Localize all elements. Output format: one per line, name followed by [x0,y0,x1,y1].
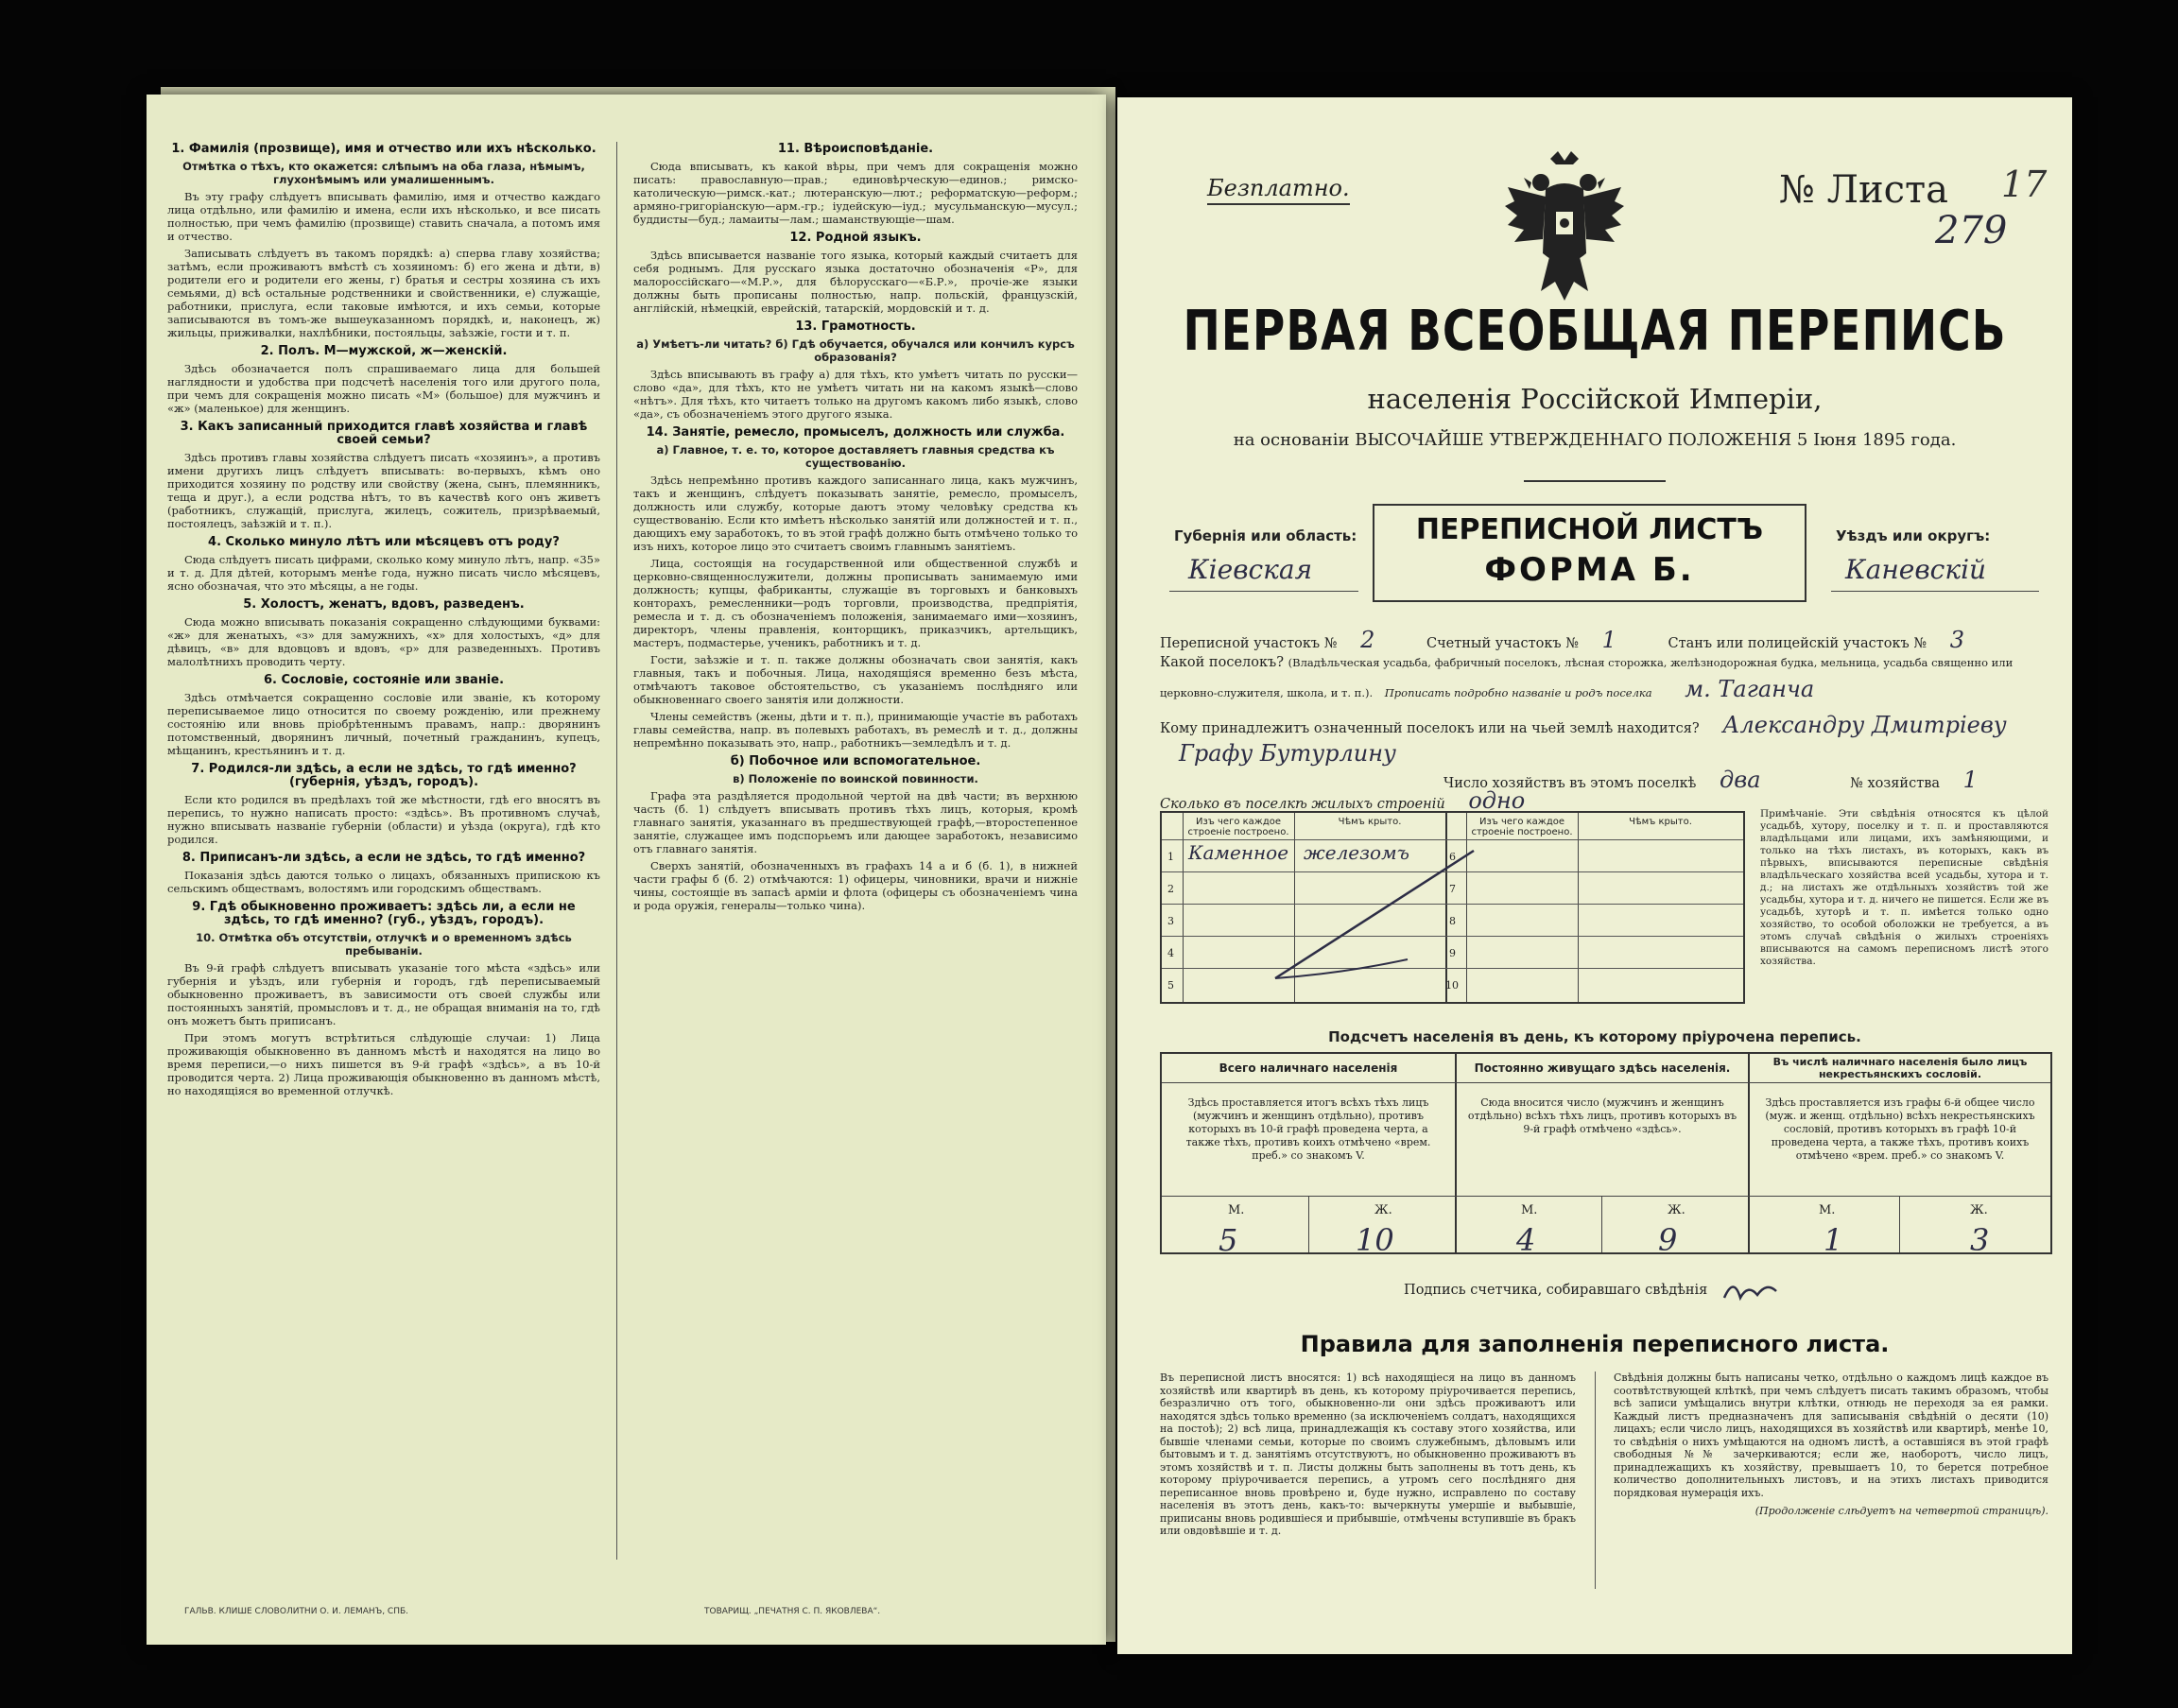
building-row-number: 7 [1449,883,1456,895]
settlement-line-2 [1160,676,2044,702]
settlement-hint: (Владѣльческая усадьба, фабричный поселокъ, лѣсная сторожка, желѣзнодорожная будка, мельница, усадьба священно или [1288,656,2014,669]
building-roof-entry: железомъ [1304,841,1410,864]
instruction-heading: 2. Полъ. М—мужской, ж—женскій. [260,344,508,358]
instruction-heading: 13. Грамотность. [795,319,916,334]
rules-divider [1595,1372,1596,1589]
female-label: Ж. [1374,1203,1392,1217]
permanent-female-value: 9 [1658,1222,1678,1258]
instruction-heading: б) Побочное или вспомогательное. [730,754,981,768]
instruction-heading: 8. Приписанъ-ли здѣсь, а если не здѣсь, то гдѣ именно? [182,851,586,865]
female-label: Ж. [1970,1203,1988,1217]
population-count-table [1160,1052,2052,1258]
instructions-column-1 [167,137,600,1564]
double-headed-eagle-emblem-icon [1503,149,1626,310]
province-label: Губернія или область: [1174,527,1357,544]
owner-line [1160,712,2044,738]
instruction-heading: 12. Родной языкъ. [789,231,922,245]
instruction-heading: 11. Вѣроисповѣданіе. [777,142,934,156]
building-row-number: 6 [1449,851,1456,863]
building-row-number: 10 [1445,979,1459,992]
instruction-paragraph: Лица, состоящія на государственной или общественной службѣ и церковно-священнослужители, должны прописывать занимаемую ими должность; купцы, фабриканты, служащіе въ торговыхъ и банковыхъ конторахъ, ремесленники—родъ торговли, производства, предпріятія, ремесла и т. д. съ обозначеніемъ положенія, занимаемаго ими—хозяинъ, директоръ, члены правленія, конторщикъ, приказчикъ, артельщикъ, мастеръ, подмастерье, ученикъ, работникъ и т. д. [633,557,1078,649]
table-rule [1455,1054,1457,1252]
instruction-paragraph: При этомъ могутъ встрѣтиться слѣдующіе случаи: 1) Лица проживающія обыкновенно въ данномъ мѣстѣ и находятся на лицо во время переписи,—о нихъ пишется въ 9-й графѣ «здѣсь», а въ 10-й проводится черта. 2) Лица проживающія обыкновенно въ данномъ мѣстѣ, но находящіяся во временной отлучкѣ. [167,1031,600,1097]
non-peasant-male-value: 1 [1824,1222,1843,1258]
population-count-title: Подсчетъ населенія въ день, къ которому пріурочена перепись. [1328,1028,1861,1045]
rules-title: Правила для заполненія переписного листа. [1300,1331,1890,1357]
legal-basis-line: на основаніи ВЫСОЧАЙШЕ УТВЕРЖДЕННАГО ПОЛОЖЕНІЯ 5 Іюня 1895 года. [1233,430,1957,450]
table-rule [1162,1196,2050,1197]
owner-value-2: Графу Бутурлину [1179,740,1396,767]
total-male-value: 5 [1219,1222,1238,1258]
household-number-value: 1 [1962,767,1978,793]
printer-imprint-left: ГАЛЬВ. КЛИШЕ СЛОВОЛИТНИ О. И. ЛЕМАНЪ, СПБ. [184,1607,409,1616]
census-district-label: Переписной участокъ № [1160,636,1338,651]
building-row-number: 9 [1449,947,1456,959]
table-rule [1308,1196,1309,1252]
rules-continuation: (Продолженіе слѣдуетъ на четвертой страницѣ). [1754,1505,2048,1517]
form-title-line-2: ФОРМА Б. [1484,551,1695,589]
count-district-label: Счетный участокъ № [1426,636,1579,651]
settlement-label: Какой поселокъ? [1160,655,1285,670]
title-rule [1524,480,1666,482]
building-row-number: 5 [1167,979,1174,992]
province-value: Кіевская [1188,554,1313,585]
male-label: М. [1819,1203,1836,1217]
buildings-col-material-header: Изъ чего каждое строеніе построено. [1187,817,1289,837]
strike-through-mark [1162,813,1743,1002]
households-value: два [1720,767,1761,793]
participant-numbers-line [1160,627,2044,653]
instruction-paragraph: Въ эту графу слѣдуетъ вписывать фамилію, имя и отчество каждаго лица отдѣльно, или фамилію и имена, если ихъ нѣсколько, и все писать полностью, при чемъ фамилію (прозвище) ставить сначала, а потомъ имя и отчество. [167,190,600,243]
buildings-note: Примѣчаніе. Эти свѣдѣнія относятся къ цѣлой усадьбѣ, хутору, поселку и т. п. и проставляются владѣльцами или лицами, ихъ замѣняющими, и только на тѣхъ листахъ, въ которыхъ, какъ въ пѣрвыхъ, вписываются переписные свѣдѣнія владѣльческаго хозяйства всей усадьбы, хутора и т. д.; на листахъ же отдѣльныхъ хозяйствъ той же усадьбы, хутора и т. д. ничего не пишется. Если же въ усадьбѣ, хуторѣ и т. п. имѣется только одно хозяйство, то особой оболожки не требуется, а въ этомъ случаѣ свѣдѣнія о жилыхъ строеніяхъ вписываются на самомъ переписномъ листѣ этого хозяйства. [1760,808,2048,967]
permanent-population-desc: Сюда вносится число (мужчинъ и женщинъ отдѣльно) всѣхъ тѣхъ лицъ, противъ которыхъ въ 9-й графѣ отмѣчено «здѣсь». [1467,1096,1737,1135]
sheet-number-handwritten: 279 [1935,209,2008,252]
instruction-paragraph: Если кто родился въ предѣлахъ той же мѣстности, гдѣ его вносятъ въ перепись, то нужно написать просто: «здѣсь». Въ противномъ случаѣ, нужно вписывать названіе губерніи (области) и уѣзда (округа), гдѣ кто родился. [167,793,600,846]
signature-label: Подпись счетчика, собиравшаго свѣдѣнія [1404,1283,1708,1298]
instruction-heading: 4. Сколько минуло лѣтъ или мѣсяцевъ отъ роду? [208,535,560,549]
male-label: М. [1228,1203,1245,1217]
table-rule [1899,1196,1900,1252]
instruction-heading: 7. Родился-ли здѣсь, а если не здѣсь, то гдѣ именно? (губернія, уѣздъ, городъ). [191,762,577,789]
instruction-paragraph: Гости, заѣзжіе и т. п. также должны обозначать свои занятія, какъ главныя, такъ и побочныя. Лица, находящіяся временно безъ мѣста, отмѣчаютъ таковое обстоятельство, съ указаніемъ послѣдняго или обыкновеннаго своего занятія или должности. [633,653,1078,706]
building-row-number: 4 [1167,947,1174,959]
instruction-paragraph: Сюда можно вписывать показанія сокращенно слѣдующими буквами: «ж» для женатыхъ, «з» для замужнихъ, «х» для холостыхъ, «д» для дѣвицъ, «в» для вдовцовъ и вдовъ, «р» для разведенныхъ. Противъ малолѣтнихъ проводить черту. [167,615,600,668]
instruction-subheading: Отмѣтка о тѣхъ, кто окажется: слѣпымъ на оба глаза, нѣмымъ, глухонѣмымъ или умалишеннымъ. [182,160,585,186]
form-title-line-1: ПЕРЕПИСНОЙ ЛИСТЪ [1415,513,1764,546]
households-label: Число хозяйствъ въ этомъ поселкѣ [1443,776,1697,791]
rules-column-2-text: Свѣдѣнія должны быть написаны четко, отдѣльно о каждомъ лицѣ каждое въ соотвѣтствующей клѣткѣ, при чемъ слѣдуетъ писать такимъ образомъ, чтобы всѣ записи умѣщались внутри клѣтки, отнюдь не переходя за ея рамки. Каждый листъ предназначенъ для записыванія свѣдѣній о десяти (10) лицахъ; если число лицъ, находящихся въ хозяйствѣ или квартирѣ, менѣе 10, то свѣдѣнія о нихъ умѣщаются на одномъ листѣ, а оставшіяся въ этой графѣ свободныя №№ зачеркиваются; если же, наоборотъ, число лицъ, принадлежащихъ къ хозяйству, превышаетъ 10, то берется потребное количество дополнительныхъ листовъ, и на этихъ листахъ приводится порядковая нумерація ихъ. [1614,1372,2048,1499]
male-label: М. [1521,1203,1538,1217]
stan-label: Станъ или полицейскій участокъ № [1668,636,1927,651]
district-underline [1831,591,2039,592]
settlement-value: м. Таганча [1685,676,1815,702]
total-female-value: 10 [1356,1222,1394,1258]
instruction-paragraph: Здѣсь непремѣнно противъ каждого записаннаго лица, какъ мужчинъ, такъ и женщинъ, слѣдуетъ показывать занятіе, ремесло, промыселъ, должность или службу, которые даютъ этому человѣку средства къ существованію. Если кто имѣетъ нѣсколько занятій или должностей и т. п., дающихъ ему заработокъ, то въ этой графѣ должно быть отмѣчено только то изъ нихъ, которое лицо это считаетъ своимъ главнымъ занятіемъ. [633,474,1078,553]
female-label: Ж. [1668,1203,1685,1217]
table-rule [1748,1054,1750,1252]
instruction-heading: 1. Фамилія (прозвище), имя и отчество или ихъ нѣсколько. [171,142,596,156]
permanent-male-value: 4 [1516,1222,1536,1258]
building-row-number: 2 [1167,883,1174,895]
table-rule [1162,1082,2050,1083]
instruction-heading: 5. Холостъ, женатъ, вдовъ, разведенъ. [243,597,525,612]
stan-value: 3 [1949,627,1964,653]
buildings-col-roof-header-2: Чѣмъ крыто. [1629,817,1692,827]
count-district-value: 1 [1601,627,1616,653]
instruction-heading: 14. Занятіе, ремесло, промыселъ, должность или служба. [646,425,1065,440]
instruction-paragraph: Записывать слѣдуетъ въ такомъ порядкѣ: а) сперва главу хозяйства; затѣмъ, если проживаютъ вмѣстѣ съ хозяиномъ: б) его жена и дѣти, в) родители его и родители его жены, г) братья и сестры хозяина съ ихъ семьями, д) всѣ остальные родственники и свойственники, е) служащіе, работники, прислуга, если таковые имѣются, и ихъ семьи, которые записываются въ томъ-же вышеуказанномъ порядкѣ, и, наконецъ, ж) жильцы, приживалки, нахлѣбники, постояльцы, заѣзжіе, гости и т. п. [167,247,600,339]
instruction-subheading: а) Умѣетъ-ли читать? б) Гдѣ обучается, обучался или кончилъ курсъ образованія? [636,337,1075,364]
instruction-paragraph: Въ 9-й графѣ слѣдуетъ вписывать указаніе того мѣста «здѣсь» или губернія и уѣздъ, или губернія и городъ, гдѣ переписываемый обыкновенно проживаетъ, въ зависимости отъ своей службы или постоянныхъ занятій, промысловъ и т. д., не обращая вниманія на то, гдѣ онъ можетъ быть приписанъ. [167,961,600,1027]
buildings-col-material-header-2: Изъ чего каждое строеніе построено. [1471,817,1573,837]
census-district-value: 2 [1360,627,1375,653]
rules-column-1: Въ переписной листъ вносятся: 1) всѣ находящіеся на лицо въ данномъ хозяйствѣ или квартирѣ въ день, къ которому пріурочивается перепись, безразлично отъ того, обыкновенно-ли они здѣсь проживаютъ или находятся здѣсь только временно (за исключеніемъ солдатъ, находящихся на постоѣ); 2) всѣ лица, принадлежащія къ составу этого хозяйства, или бывшіе членами семьи, которые по своимъ служебнымъ, дѣловымъ или бытовымъ и т. д. занятіямъ отсутствуютъ, но обыкновенно проживаютъ въ этомъ хозяйствѣ и т. п. Листы должны быть заполнены въ тотъ день, къ которому пріурочивается перепись, а утромъ сего послѣдняго дня переписанное вновь провѣрено и, буде нужно, исправлено по составу населенія въ этотъ день, какъ-то: вычеркнуты умершіе и выбывшіе, приписаны вновь родившіеся и прибывшіе, отмѣчены вступившіе въ бракъ или овдовѣвшіе и т. д. [1160,1372,1576,1537]
sheet-number-label: № Листа [1779,168,1948,212]
instruction-paragraph: Члены семействъ (жены, дѣти и т. п.), принимающіе участіе въ работахъ главы семейства, напр. въ полевыхъ работахъ, въ ремеслѣ и т. д., должны непремѣнно показывать это, напр., работникъ—земледѣлъ и т. д. [633,710,1078,750]
owner-value: Александру Дмитріеву [1722,712,2007,738]
subtitle: населенія Россійской Имперіи, [1367,383,1823,415]
instruction-heading: 9. Гдѣ обыкновенно проживаетъ: здѣсь ли, а если не здѣсь, то гдѣ именно? (губ., уѣздъ, городъ). [192,900,576,927]
instruction-paragraph: Графа эта раздѣляется продольной чертой на двѣ части; въ верхнюю часть (б. 1) слѣдуетъ вписывать противъ тѣхъ лицъ, которыя, кромѣ главнаго занятія, указаннаго въ предшествующей графѣ,—второстепенное занятіе, служащее имъ подспорьемъ или дающее заработокъ, независимо отъ главнаго занятія. [633,789,1078,855]
table-rule [1601,1196,1602,1252]
district-value: Каневскій [1845,554,1987,585]
instruction-paragraph: Здѣсь обозначается полъ спрашиваемаго лица для большей наглядности и удобства при подсчетѣ населенія того или другого пола, при чемъ для сокращенія можно писать «М» (большое) для мужчинъ и «ж» (маленькое) для женщинъ. [167,362,600,415]
non-peasant-header: Въ числѣ наличнаго населенія было лицъ некрестьянскихъ сословій. [1772,1056,2028,1080]
instructions-column-2 [633,137,1078,1564]
total-population-header: Всего наличнаго населенія [1219,1061,1398,1075]
instruction-heading: 6. Сословіе, состояніе или званіе. [263,673,505,687]
settlement-hint-3: Прописать подробно названіе и родъ поселка [1384,686,1652,699]
buildings-col-roof-header: Чѣмъ крыто. [1338,817,1402,827]
total-population-desc: Здѣсь проставляется итогъ всѣхъ тѣхъ лицъ (мужчинъ и женщинъ отдѣльно), противъ которыхъ въ 10-й графѣ проведена черта, а также тѣхъ, противъ коихъ отмѣчено «врем. преб.» со знакомъ V. [1185,1096,1431,1162]
left-sheet-instructions [147,95,1106,1645]
buildings-value: одно [1468,787,1526,814]
buildings-label: Сколько въ поселкѣ жилыхъ строеній [1160,797,1445,812]
buildings-table [1160,811,1745,1004]
instruction-paragraph: Сюда вписывать, къ какой вѣры, при чемъ для сокращенія можно писать: православную—прав.; единовѣрческую—единов.; римско-католическую—римск.-кат.; лютеранскую—лют.; реформатскую—реформ.; армяно-григоріанскую—арм.-гр.; іудейскую—іуд.; мусульманскую—мусул.; буддисты—буд.; ламаиты—лам.; шаманствующіе—шам. [633,160,1078,226]
non-peasant-female-value: 3 [1970,1222,1990,1258]
sheet-number-value: 17 [2001,164,2048,205]
building-material-entry: Каменное [1188,841,1289,864]
instruction-subheading: 10. Отмѣтка объ отсутствіи, отлучкѣ и о временномъ здѣсь пребываніи. [196,931,572,958]
household-number-label: № хозяйства [1850,776,1941,791]
instruction-paragraph: Здѣсь противъ главы хозяйства слѣдуетъ писать «хозяинъ», а противъ имени другихъ лицъ слѣдуетъ вписывать: во-первыхъ, кѣмъ оно приходится хозяину по родству или свойству (жена, сынъ, племянникъ, теща и друг.), а если родства нѣтъ, то въ качествѣ кого онъ живетъ (работникъ, служащій, прислуга, жилецъ, сожитель, призрѣваемый, постоялецъ, заѣзжій и т. п.). [167,451,600,530]
building-row-number: 3 [1167,915,1174,927]
instruction-heading: 3. Какъ записанный приходится главѣ хозяйства и главѣ своей семьи? [180,420,588,447]
instruction-paragraph: Показанія здѣсь даются только о лицахъ, обязанныхъ припискою къ сельскимъ обществамъ, волостямъ или городскимъ обществамъ. [167,869,600,895]
settlement-hint-2: церковно-служителя, школа, и т. п.). [1160,686,1374,699]
instruction-subheading: а) Главное, т. е. то, которое доставляетъ главныя средства къ существованію. [656,443,1055,470]
printer-imprint-right: ТОВАРИЩ. „ПЕЧАТНЯ С. П. ЯКОВЛЕВА“. [704,1607,881,1616]
district-label: Уѣздъ или округъ: [1836,527,1991,544]
instruction-paragraph: Сюда слѣдуетъ писать цифрами, сколько кому минуло лѣтъ, напр. «35» и т. д. Для дѣтей, которымъ менѣе года, нужно писать число мѣсяцевъ, ясно обозначая, что это мѣсяцы, а не годы. [167,553,600,593]
instruction-paragraph: Здѣсь вписывають въ графу а) для тѣхъ, кто умѣетъ читать по русски—слово «да», для тѣхъ, кто не умѣетъ читать ни на какомъ языкѣ—слово «нѣтъ». Для тѣхъ, кто читаетъ только на другомъ какомъ либо языкѣ, слово «да», съ обозначеніемъ этого другого языка. [633,368,1078,421]
building-row-number: 8 [1449,915,1456,927]
building-row-number: 1 [1167,851,1174,863]
main-title: ПЕРВАЯ ВСЕОБЩАЯ ПЕРЕПИСЬ [1183,299,2007,364]
non-peasant-desc: Здѣсь проставляется изъ графы 6-й общее число (муж. и женщ. отдѣльно) всѣхъ некрестьянскихъ сословій, противъ которыхъ въ графѣ 10-й проведена черта, а также тѣхъ, противъ коихъ отмѣчено «врем. преб.» со знакомъ V. [1765,1096,2035,1162]
settlement-line [1160,655,2044,670]
handwritten-signature-icon [1720,1274,1786,1306]
column-divider [616,142,617,1560]
rules-column-2 [1614,1372,2048,1589]
instruction-paragraph: Сверхъ занятій, обозначенныхъ въ графахъ 14 а и б (б. 1), в нижней части графы б (б. 2) отмѣчаются: 1) офицеры, чиновники, врачи и нижніе чины, состоящіе въ запасѣ арміи и флота (офицеры съ обозначеніемъ чина и рода оружія, генералы—только чина). [633,859,1078,912]
province-underline [1169,591,1358,592]
free-label: Безплатно. [1207,175,1350,201]
instruction-paragraph: Здѣсь вписывается названіе того языка, который каждый считаетъ для себя роднымъ. Для русскаго языка достаточно обозначенія «Р», для малороссійскаго—«М.Р.», для бѣлорусскаго—«Б.Р.», прочіе-же языки должны быть прописаны полностью, напр. польскій, французскій, англійскій, нѣмецкій, еврейскій, татарскій, мордовскій и т. д. [633,249,1078,315]
owner-line-2 [1160,740,2044,767]
instruction-paragraph: Здѣсь отмѣчается сокращенно сословіе или званіе, къ которому переписываемое лицо относится по своему рожденію, или прежнему состоянію или вновь пріобрѣтеннымъ правамъ, напр.: дворянинъ потомственный, дворянинъ личный, почетный гражданинъ, купецъ, мѣщанинъ, крестьянинъ и т. д. [167,691,600,757]
instruction-subheading: в) Положеніе по воинской повинности. [733,772,978,785]
permanent-population-header: Постоянно живущаго здѣсь населенія. [1474,1061,1731,1075]
enumerator-signature-line [1117,1274,2072,1306]
owner-label: Кому принадлежитъ означенный поселокъ или на чьей землѣ находится? [1160,721,1700,736]
census-form-sheet [1117,97,2072,1654]
